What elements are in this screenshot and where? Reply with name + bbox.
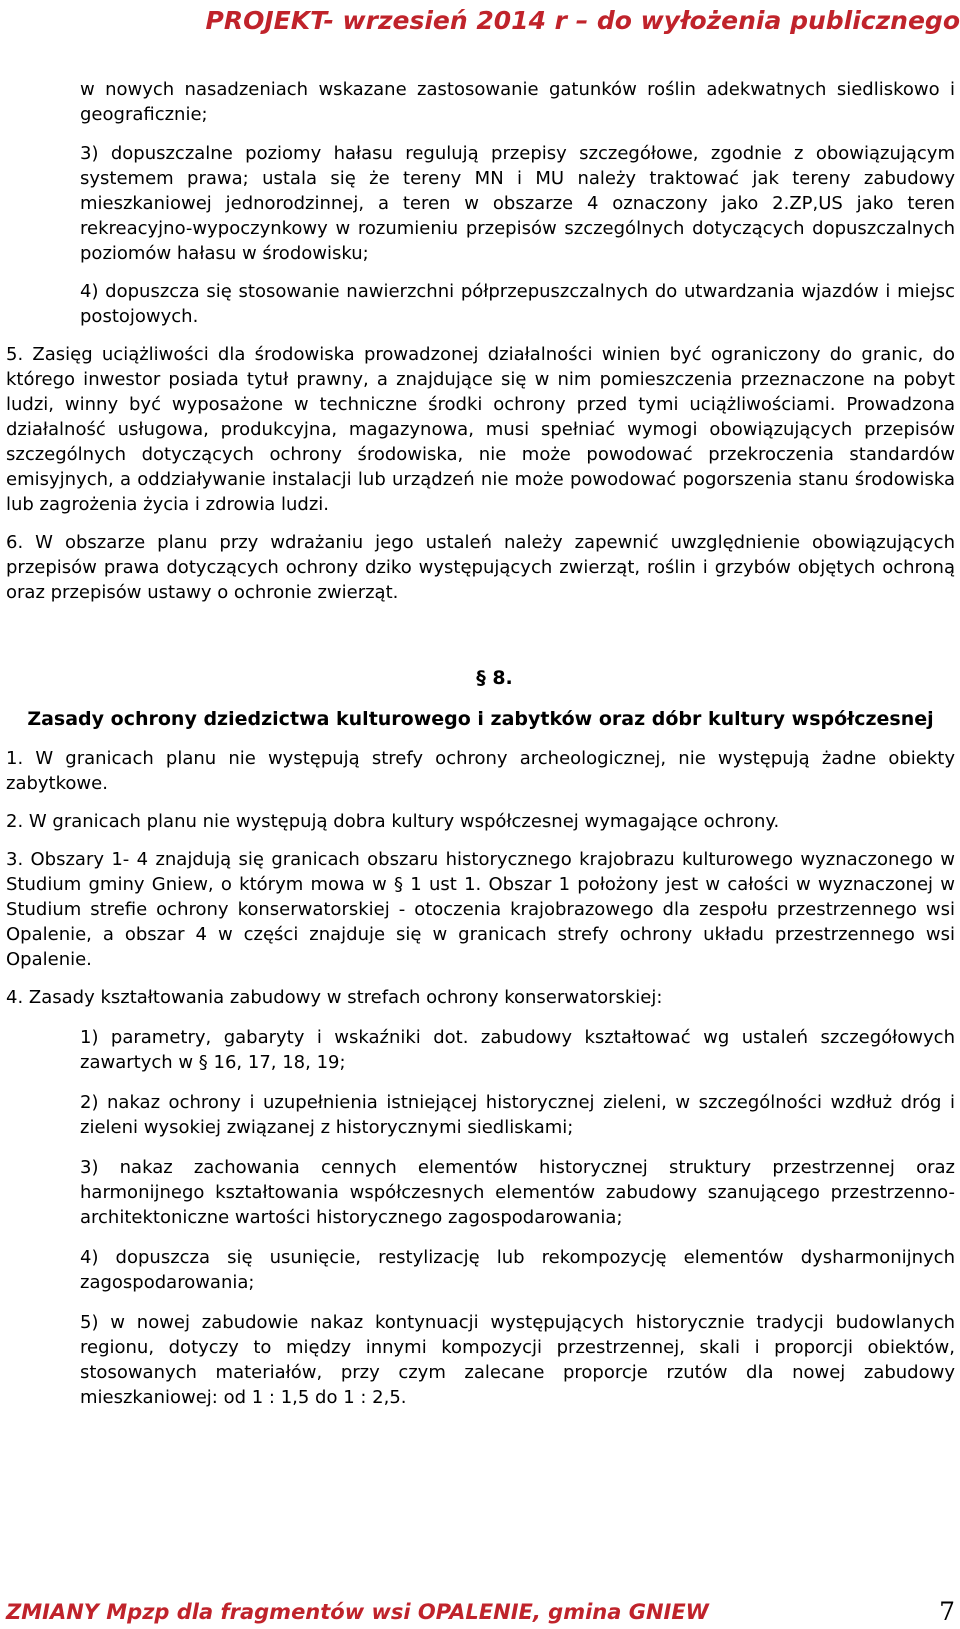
page-number: 7 (939, 1597, 955, 1626)
section-point-3: 3. Obszary 1- 4 znajdują się granicach obszaru historycznego krajobrazu kulturowego wyznaczonego w Studium gminy Gniew, o którym mowa w § 1 ust 1. Obszar 1 położony jest w całości w wyznaczonej w Studium strefie ochrony konserwatorskiej - otoczenia krajobrazowego dla zespołu przestrzennego wsi Opalenie, a obszar 4 w części znajduje się w granicach strefy ochrony układu przestrzennego wsi Opalenie. (6, 849, 955, 970)
list-item-3: 3) dopuszczalne poziomy hałasu regulują przepisy szczegółowe, zgodnie z obowiązującym systemem prawa; ustala się że tereny MN i MU należy traktować jak tereny zabudowy mieszkaniowej jednorodzinnej, a teren w obszarze 4 oznaczony jako 2.ZP,US jako teren rekreacyjno-wypoczynkowy w rozumieniu przepisów szczególnych dotyczących dopuszczalnych poziomów hałasu w środowisku; (80, 143, 955, 264)
point-5: 5. Zasięg uciążliwości dla środowiska prowadzonej działalności winien być ograniczony do granic, do którego inwestor posiada tytuł prawny, a znajdujące się w nim pomieszczenia przeznaczone na pobyt ludzi, winny być wyposażone w techniczne środki ochrony przed tymi uciążliwościami. Prowadzona działalność usługowa, produkcyjna, magazynowa, musi spełniać wymogi obowiązujących przepisów szczególnych dotyczących ochrony środowiska, nie może powodować przekroczenia standardów emisyjnych, a oddziaływanie instalacji lub urządzeń nie może powodować pogorszenia stanu środowiska lub zagrożenia życia i zdrowia ludzi. (6, 344, 955, 515)
sub-item-1: 1) parametry, gabaryty i wskaźniki dot. zabudowy kształtować wg ustaleń szczegółowych zawartych w § 16, 17, 18, 19; (80, 1027, 955, 1073)
section-number: § 8. (476, 667, 513, 689)
section-title: Zasady ochrony dziedzictwa kulturowego i zabytków oraz dóbr kultury współczesnej (27, 708, 934, 730)
header-title: PROJEKT- wrzesień 2014 r – do wyłożenia publicznego (205, 6, 960, 35)
footer-title: ZMIANY Mpzp dla fragmentów wsi OPALENIE, gmina GNIEW (6, 1600, 709, 1624)
section-point-1: 1. W granicach planu nie występują strefy ochrony archeologicznej, nie występują żadne obiekty zabytkowe. (6, 748, 955, 794)
point-6: 6. W obszarze planu przy wdrażaniu jego ustaleń należy zapewnić uwzględnienie obowiązujących przepisów prawa dotyczących ochrony dziko występujących zwierząt, roślin i grzybów objętych ochroną oraz przepisów ustawy o ochronie zwierząt. (6, 532, 955, 603)
document-body (6, 77, 955, 1410)
sub-item-4: 4) dopuszcza się usunięcie, restylizację lub rekompozycję elementów dysharmonijnych zagospodarowania; (80, 1247, 955, 1293)
list-item-4: 4) dopuszcza się stosowanie nawierzchni półprzepuszczalnych do utwardzania wjazdów i miejsc postojowych. (80, 281, 955, 327)
section-point-4: 4. Zasady kształtowania zabudowy w strefach ochrony konserwatorskiej: (6, 987, 663, 1008)
section-point-2: 2. W granicach planu nie występują dobra kultury współczesnej wymagające ochrony. (6, 811, 780, 832)
sub-item-2: 2) nakaz ochrony i uzupełnienia istniejącej historycznej zieleni, w szczególności wzdłuż dróg i zieleni wysokiej związanej z historycznymi siedliskami; (80, 1092, 955, 1138)
sub-item-5: 5) w nowej zabudowie nakaz kontynuacji występujących historycznie tradycji budowlanych regionu, dotyczy to między innymi kompozycji przestrzennej, skali i proporcji obiektów, stosowanych materiałów, przy czym zalecane proporcje rzutów dla nowej zabudowy mieszkaniowej: od 1 : 1,5 do 1 : 2,5. (80, 1312, 955, 1408)
paragraph-continuation: w nowych nasadzeniach wskazane zastosowanie gatunków roślin adekwatnych siedliskowo i geograficznie; (80, 79, 955, 125)
sub-item-3: 3) nakaz zachowania cennych elementów historycznej struktury przestrzennej oraz harmonijnego kształtowania współczesnych elementów zabudowy szanującego przestrzenno-architektoniczne wartości historycznego zagospodarowania; (80, 1157, 955, 1228)
